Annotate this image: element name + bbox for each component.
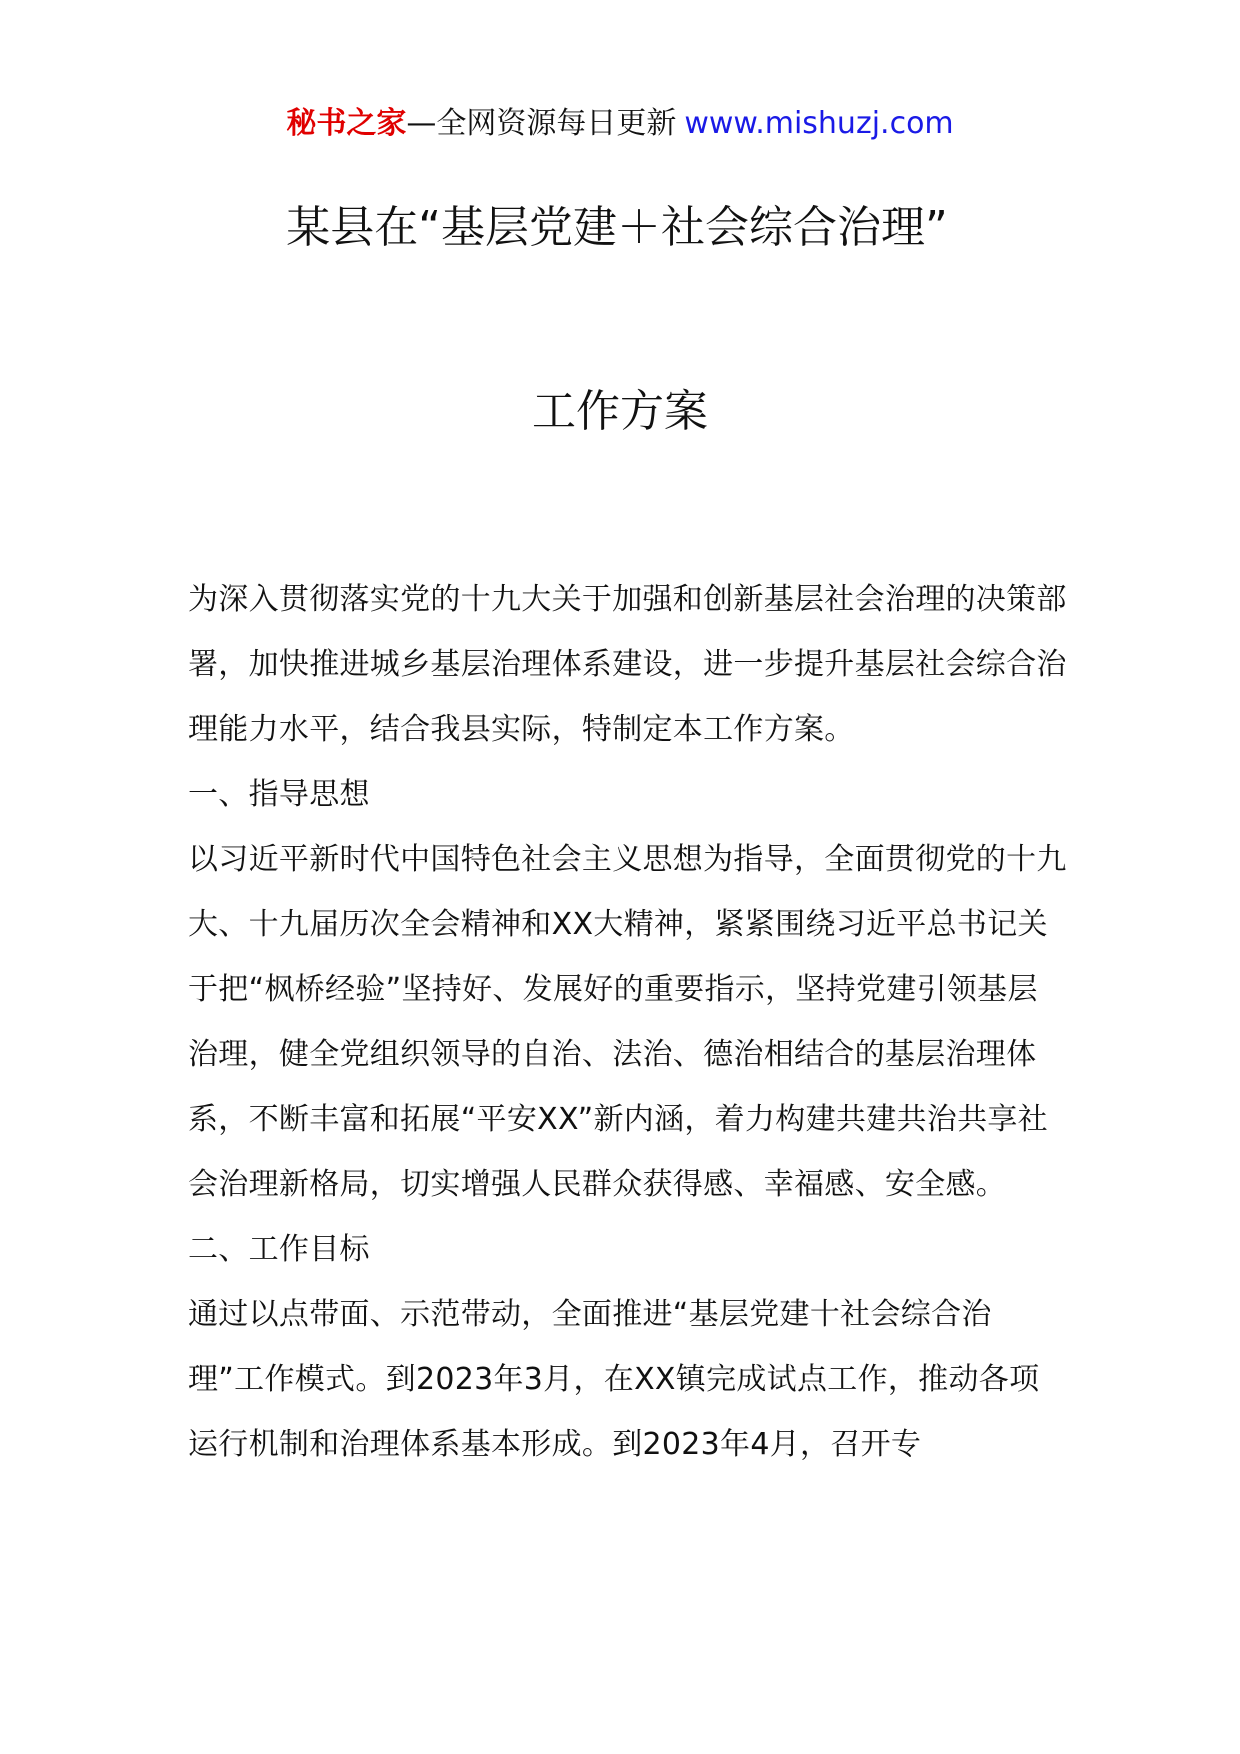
document-title-line-1: 某县在“基层党建＋社会综合治理”	[286, 202, 948, 253]
brand-name: 秘书之家	[286, 106, 407, 141]
document-title-line-2: 工作方案	[532, 386, 708, 437]
header-tagline: —全网资源每日更新	[406, 106, 677, 141]
intro-paragraph: 为深入贯彻落实党的十九大关于加强和创新基层社会治理的决策部署，加快推进城乡基层治理体系建设，进一步提升基层社会综合治理能力水平，结合我县实际，特制定本工作方案。	[188, 582, 1067, 747]
work-goals-paragraph: 通过以点带面、示范带动，全面推进“基层党建十社会综合治理”工作模式。到2023年3月，在XX镇完成试点工作，推动各项运行机制和治理体系基本形成。到2023年4月，召开专	[188, 1297, 1040, 1462]
site-url-link[interactable]: www.mishuzj.com	[684, 106, 954, 141]
document-body	[188, 567, 1068, 1477]
section-heading-work-goals: 二、工作目标	[188, 1232, 370, 1267]
section-heading-guiding-ideology: 一、指导思想	[188, 777, 370, 812]
guiding-ideology-paragraph: 以习近平新时代中国特色社会主义思想为指导，全面贯彻党的十九大、十九届历次全会精神和XX大精神，紧紧围绕习近平总书记关于把“枫桥经验”坚持好、发展好的重要指示，坚持党建引领基层治理，健全党组织领导的自治、法治、德治相结合的基层治理体系，不断丰富和拓展“平安XX”新内涵，着力构建共建共治共享社会治理新格局，切实增强人民群众获得感、幸福感、安全感。	[188, 842, 1067, 1202]
page-header	[0, 104, 1240, 144]
